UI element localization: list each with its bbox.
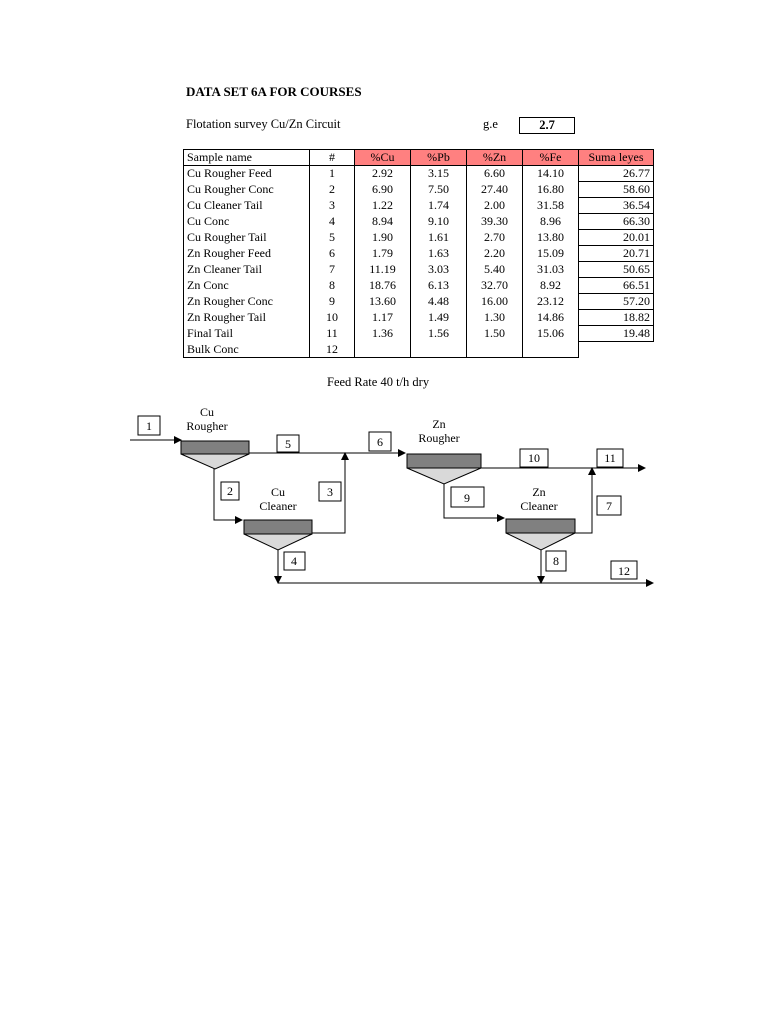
cell-fe: 23.12 xyxy=(523,294,579,310)
cell-cu: 11.19 xyxy=(355,262,411,278)
cell-fe: 16.80 xyxy=(523,182,579,198)
cu-rougher-hopper xyxy=(181,454,249,469)
cell-pb: 3.15 xyxy=(411,166,467,182)
cell-sum: 58.60 xyxy=(579,182,654,198)
cell-cu: 1.90 xyxy=(355,230,411,246)
feed-rate: Feed Rate 40 t/h dry xyxy=(327,375,430,389)
table-row xyxy=(184,294,654,310)
cell-cu xyxy=(355,342,411,358)
stream-7-label: 7 xyxy=(606,499,612,513)
zn-rougher-hopper xyxy=(407,468,481,484)
document-title: DATA SET 6A FOR COURSES xyxy=(186,84,362,99)
cell-zn: 32.70 xyxy=(467,278,523,294)
cell-zn: 1.50 xyxy=(467,326,523,342)
cell-pb: 6.13 xyxy=(411,278,467,294)
zn-rougher-label-1: Zn xyxy=(432,417,446,431)
cell-sum: 66.51 xyxy=(579,278,654,294)
cell-sample-name: Zn Rougher Conc xyxy=(184,294,310,310)
cell-fe: 15.06 xyxy=(523,326,579,342)
cell-sample-name: Zn Cleaner Tail xyxy=(184,262,310,278)
cell-fe: 31.58 xyxy=(523,198,579,214)
cu-cleaner-label-2: Cleaner xyxy=(259,499,297,513)
cell-cu: 6.90 xyxy=(355,182,411,198)
cell-sample-name: Cu Cleaner Tail xyxy=(184,198,310,214)
cell-cu: 1.17 xyxy=(355,310,411,326)
table-row xyxy=(184,182,654,198)
cell-sample-name: Final Tail xyxy=(184,326,310,342)
cell-cu: 13.60 xyxy=(355,294,411,310)
table-row xyxy=(184,342,654,358)
cell-fe: 14.10 xyxy=(523,166,579,182)
cell-sum: 36.54 xyxy=(579,198,654,214)
cell-sample-name: Cu Conc xyxy=(184,214,310,230)
table-row xyxy=(184,326,654,342)
cell-pb: 4.48 xyxy=(411,294,467,310)
stream-5-label: 5 xyxy=(285,437,291,451)
table-header-row xyxy=(184,150,654,166)
cu-rougher-label-1: Cu xyxy=(199,405,215,419)
cell-zn: 2.20 xyxy=(467,246,523,262)
cell-sample-name: Cu Rougher Tail xyxy=(184,230,310,246)
stream-2-label: 2 xyxy=(227,484,233,498)
cell-sum xyxy=(579,342,654,358)
cell-sample-name: Zn Rougher Feed xyxy=(184,246,310,262)
stream-10-label: 10 xyxy=(528,451,540,465)
stream-12-label: 12 xyxy=(618,564,630,578)
cell-cu: 1.36 xyxy=(355,326,411,342)
cell-pb xyxy=(411,342,467,358)
cell-sum: 20.01 xyxy=(579,230,654,246)
cell-pb: 1.56 xyxy=(411,326,467,342)
table-row xyxy=(184,262,654,278)
header-sum: Suma leyes xyxy=(579,150,654,166)
cell-number: 2 xyxy=(310,182,355,198)
cell-pb: 1.63 xyxy=(411,246,467,262)
document-subtitle: Flotation survey Cu/Zn Circuit xyxy=(186,117,341,131)
cell-pb: 1.74 xyxy=(411,198,467,214)
cell-sum: 19.48 xyxy=(579,326,654,342)
cell-fe: 8.92 xyxy=(523,278,579,294)
cell-fe: 8.96 xyxy=(523,214,579,230)
cell-sum: 66.30 xyxy=(579,214,654,230)
zn-rougher-cell xyxy=(407,454,481,468)
header-zn: %Zn xyxy=(467,150,523,166)
cell-pb: 7.50 xyxy=(411,182,467,198)
flowsheet-diagram xyxy=(0,395,768,595)
cell-fe: 14.86 xyxy=(523,310,579,326)
cell-number: 5 xyxy=(310,230,355,246)
cell-sum: 18.82 xyxy=(579,310,654,326)
header-sample-name: Sample name xyxy=(184,150,310,166)
cell-number: 10 xyxy=(310,310,355,326)
cell-sum: 26.77 xyxy=(579,166,654,182)
cell-sum: 50.65 xyxy=(579,262,654,278)
stream-11-label: 11 xyxy=(604,451,616,465)
cell-number: 9 xyxy=(310,294,355,310)
table-row xyxy=(184,214,654,230)
cu-cleaner-label-1: Cu xyxy=(270,485,286,499)
table-row xyxy=(184,246,654,262)
stream-6-label: 6 xyxy=(377,435,383,449)
cell-cu: 18.76 xyxy=(355,278,411,294)
cell-number: 8 xyxy=(310,278,355,294)
ge-value: 2.7 xyxy=(519,117,575,134)
cu-cleaner-cell xyxy=(244,520,312,534)
cell-sample-name: Zn Rougher Tail xyxy=(184,310,310,326)
ge-label: g.e xyxy=(483,117,498,131)
cell-number: 1 xyxy=(310,166,355,182)
cell-pb: 9.10 xyxy=(411,214,467,230)
stream-9-label: 9 xyxy=(464,491,470,505)
cell-zn: 2.00 xyxy=(467,198,523,214)
cell-zn: 6.60 xyxy=(467,166,523,182)
cell-pb: 1.49 xyxy=(411,310,467,326)
cell-zn: 1.30 xyxy=(467,310,523,326)
header-number: # xyxy=(310,150,355,166)
zn-cleaner-label-1: Zn xyxy=(532,485,546,499)
cell-zn: 2.70 xyxy=(467,230,523,246)
cu-cleaner-hopper xyxy=(244,534,312,550)
header-fe: %Fe xyxy=(523,150,579,166)
table-row xyxy=(184,166,654,182)
table-row xyxy=(184,230,654,246)
cell-fe: 13.80 xyxy=(523,230,579,246)
assay-table xyxy=(183,149,654,358)
stream-4-label: 4 xyxy=(291,554,297,568)
cell-number: 12 xyxy=(310,342,355,358)
cell-number: 6 xyxy=(310,246,355,262)
cell-number: 3 xyxy=(310,198,355,214)
cell-number: 4 xyxy=(310,214,355,230)
table-row xyxy=(184,278,654,294)
header-cu: %Cu xyxy=(355,150,411,166)
cell-sample-name: Cu Rougher Feed xyxy=(184,166,310,182)
cell-cu: 1.79 xyxy=(355,246,411,262)
cell-sum: 20.71 xyxy=(579,246,654,262)
cell-pb: 3.03 xyxy=(411,262,467,278)
cu-rougher-cell xyxy=(181,441,249,454)
cell-zn xyxy=(467,342,523,358)
cell-sample-name: Zn Conc xyxy=(184,278,310,294)
cell-number: 11 xyxy=(310,326,355,342)
cell-sum: 57.20 xyxy=(579,294,654,310)
cell-cu: 2.92 xyxy=(355,166,411,182)
zn-cleaner-cell xyxy=(506,519,575,533)
zn-cleaner-hopper xyxy=(506,533,575,550)
header-pb: %Pb xyxy=(411,150,467,166)
table-row xyxy=(184,310,654,326)
cell-zn: 27.40 xyxy=(467,182,523,198)
stream-3-label: 3 xyxy=(327,485,333,499)
stream-7-line xyxy=(575,468,592,533)
stream-8-label: 8 xyxy=(553,554,559,568)
zn-rougher-label-2: Rougher xyxy=(418,431,460,445)
cell-cu: 8.94 xyxy=(355,214,411,230)
cell-zn: 39.30 xyxy=(467,214,523,230)
cell-pb: 1.61 xyxy=(411,230,467,246)
cell-fe: 15.09 xyxy=(523,246,579,262)
stream-1-label: 1 xyxy=(146,419,152,433)
cell-sample-name: Bulk Conc xyxy=(184,342,310,358)
cell-number: 7 xyxy=(310,262,355,278)
cell-fe xyxy=(523,342,579,358)
cell-fe: 31.03 xyxy=(523,262,579,278)
table-row xyxy=(184,198,654,214)
cell-zn: 16.00 xyxy=(467,294,523,310)
cu-rougher-label-2: Rougher xyxy=(186,419,228,433)
cell-zn: 5.40 xyxy=(467,262,523,278)
cell-cu: 1.22 xyxy=(355,198,411,214)
zn-cleaner-label-2: Cleaner xyxy=(520,499,558,513)
cell-sample-name: Cu Rougher Conc xyxy=(184,182,310,198)
